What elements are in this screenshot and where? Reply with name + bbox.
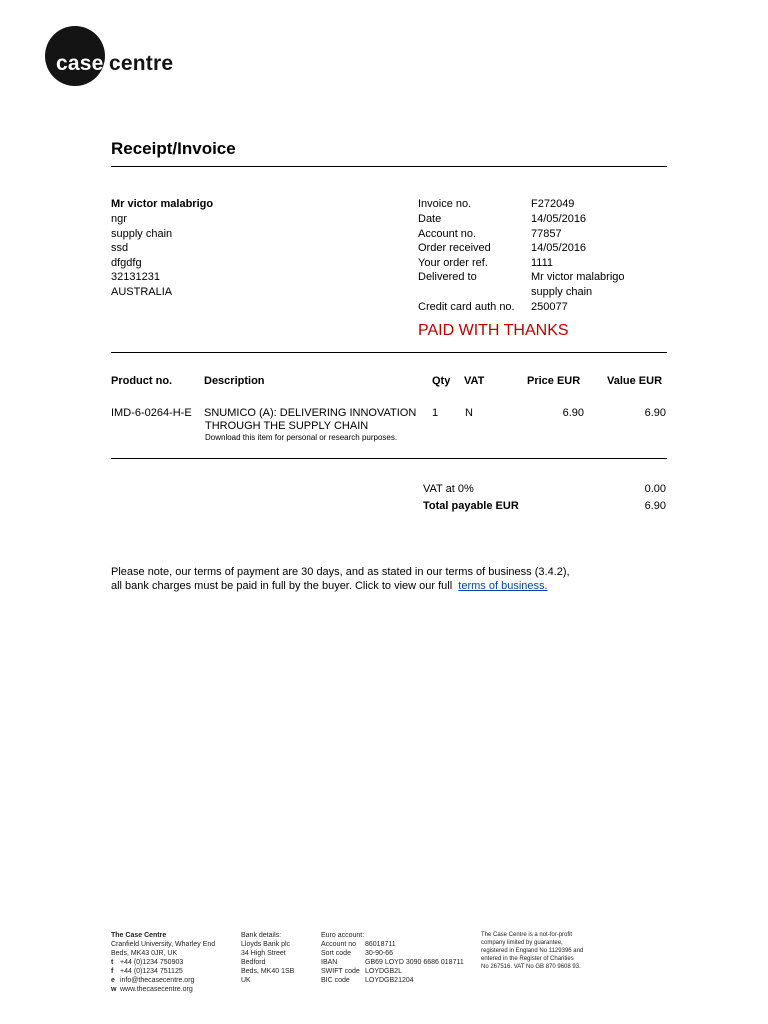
row-vat: N — [465, 407, 473, 419]
footer-legal-line: registered in England No 1129396 and — [481, 948, 584, 954]
customer-address-line: 32131231 — [111, 271, 160, 283]
account-no-value: 77857 — [531, 228, 562, 240]
footer-euro-label: SWIFT code — [321, 968, 360, 975]
download-note: Download this item for personal or research purposes. — [205, 433, 398, 442]
footer-tel-label: t — [111, 959, 114, 966]
cc-auth-label: Credit card auth no. — [418, 301, 515, 313]
row-description: SNUMICO (A): DELIVERING INNOVATION — [204, 407, 417, 419]
footer-legal-line: The Case Centre is a not-for-profit — [481, 932, 573, 938]
footer-company — [111, 931, 215, 994]
payment-note-line: all bank charges must be paid in full by the buyer. Click to view our full terms of business. — [111, 580, 548, 592]
footer-bank-line: Bedford — [241, 959, 266, 966]
footer-euro-label: BIC code — [321, 977, 350, 984]
row-product-no: IMD-6-0264-H-E — [111, 407, 192, 419]
row-description-cont: THROUGH THE SUPPLY CHAIN — [205, 420, 369, 432]
footer-legal — [481, 931, 583, 971]
footer-tel: +44 (0)1234 750903 — [120, 959, 184, 966]
footer-euro-value: 86018711 — [365, 941, 396, 948]
footer-euro-value: GB69 LOYD 3090 6686 018711 — [365, 959, 464, 966]
invoice-no-value: F272049 — [531, 198, 575, 210]
payment-note-line: Please note, our terms of payment are 30 days, and as stated in our terms of business (3.4.2), — [111, 566, 570, 578]
col-header-price: Price EUR — [527, 375, 581, 387]
total-payable-value: 6.90 — [644, 500, 666, 512]
table-divider — [111, 458, 667, 459]
footer-fax: +44 (0)1234 751125 — [120, 968, 183, 975]
footer-bank-line: UK — [241, 977, 251, 984]
footer-bank-line: 34 High Street — [241, 950, 286, 957]
row-value: 6.90 — [644, 407, 666, 419]
customer-address-line: ngr — [111, 213, 127, 225]
col-header-product: Product no. — [111, 375, 173, 387]
footer-web-label: w — [111, 986, 117, 993]
vat-total-value: 0.00 — [644, 483, 666, 495]
footer-company-name: The Case Centre — [111, 932, 167, 939]
payment-note — [111, 565, 671, 593]
footer-euro-label: Sort code — [321, 950, 351, 957]
row-qty: 1 — [432, 407, 439, 419]
footer-bank-line: Bank details: — [241, 932, 282, 939]
customer-name: Mr victor malabrigo — [111, 198, 214, 210]
footer-bank — [241, 931, 294, 985]
customer-address-line: dfgdfg — [111, 257, 142, 269]
customer-address-line: ssd — [111, 242, 129, 254]
page-title: Receipt/Invoice — [111, 139, 236, 158]
total-payable-label: Total payable EUR — [423, 500, 519, 512]
footer-legal-line: No 267516. VAT No GB 870 9608 93. — [481, 964, 581, 970]
logo-case-text: case — [56, 52, 104, 75]
footer-company-line: Beds, MK43 0JR, UK — [111, 950, 178, 957]
footer-euro-account — [321, 931, 464, 985]
paid-stamp: PAID WITH THANKS — [418, 322, 569, 339]
delivered-to-value: Mr victor malabrigo — [531, 271, 625, 283]
order-ref-value: 1111 — [531, 257, 554, 269]
invoice-no-label: Invoice no. — [418, 198, 472, 210]
footer-euro-value: LOYDGB21204 — [365, 977, 414, 984]
logo-centre-text: centre — [109, 52, 174, 75]
account-no-label: Account no. — [418, 228, 477, 240]
footer-email-label: e — [111, 977, 115, 984]
order-received-label: Order received — [418, 242, 491, 254]
footer-euro-label: Account no — [321, 941, 357, 948]
customer-address-line: AUSTRALIA — [111, 286, 173, 298]
footer-euro-heading: Euro account: — [321, 932, 365, 939]
vat-total-label: VAT at 0% — [423, 483, 474, 495]
footer-bank-line: Lloyds Bank plc — [241, 941, 291, 948]
col-header-description: Description — [204, 375, 265, 387]
col-header-value: Value EUR — [607, 375, 663, 387]
row-price: 6.90 — [562, 407, 584, 419]
col-header-qty: Qty — [432, 375, 451, 387]
footer-email: info@thecasecentre.org — [120, 977, 195, 984]
footer-euro-label: IBAN — [321, 959, 338, 966]
details-divider — [111, 352, 667, 353]
delivered-to-label: Delivered to — [418, 271, 477, 283]
cc-auth-value: 250077 — [531, 301, 568, 313]
footer-web: www.thecasecentre.org — [120, 986, 193, 993]
footer-euro-value: LOYDGB2L — [365, 968, 402, 975]
footer-legal-line: entered in the Register of Charities — [481, 956, 574, 962]
footer-bank-line: Beds, MK40 1SB — [241, 968, 295, 975]
customer-address-line: supply chain — [111, 228, 173, 240]
footer-euro-value: 30-90-66 — [365, 950, 394, 957]
terms-of-business-link[interactable]: terms of business. — [458, 580, 548, 592]
order-ref-label: Your order ref. — [418, 257, 488, 269]
footer-legal-line: company limited by guarantee, — [481, 940, 563, 946]
col-header-vat: VAT — [464, 375, 485, 387]
delivered-to-value: supply chain — [531, 286, 593, 298]
date-value: 14/05/2016 — [531, 213, 587, 225]
footer-fax-label: f — [111, 968, 114, 975]
order-received-value: 14/05/2016 — [531, 242, 587, 254]
footer-company-line: Cranfield University, Wharley End — [111, 941, 216, 948]
date-label: Date — [418, 213, 442, 225]
title-divider — [111, 166, 667, 167]
